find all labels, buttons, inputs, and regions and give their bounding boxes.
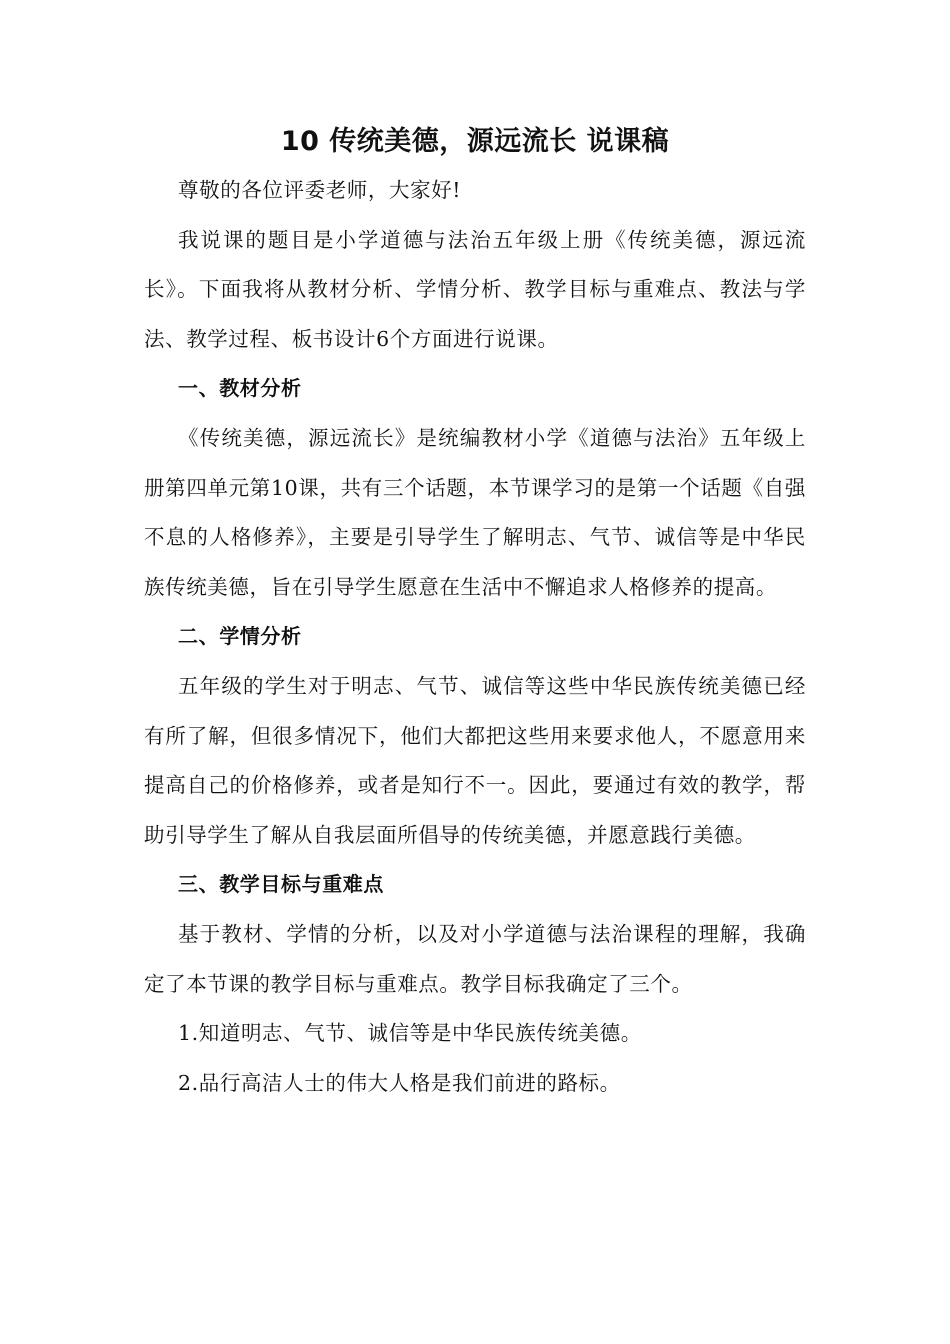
teaching-goal-item-1: 1.知道明志、气节、诚信等是中华民族传统美德。 xyxy=(178,1021,642,1046)
document-body xyxy=(144,118,806,1108)
textbook-analysis-paragraph: 《传统美德，源远流长》是统编教材小学《道德与法治》五年级上册第四单元第10课，共有三个话题，本节课学习的是第一个话题《自强不息的人格修养》，主要是引导学生了解明志、气节、诚信等是中华民族传统美德，旨在引导学生愿意在生活中不懈追求人格修养的提高。 xyxy=(144,425,806,599)
document-title: 10 传统美德，源远流长 说课稿 xyxy=(280,126,670,157)
section-heading-student-analysis: 二、学情分析 xyxy=(178,624,302,649)
section-heading-textbook-analysis: 一、教材分析 xyxy=(178,376,302,401)
teaching-goals-paragraph: 基于教材、学情的分析，以及对小学道德与法治课程的理解，我确定了本节课的教学目标与重难点。教学目标我确定了三个。 xyxy=(144,921,806,996)
student-analysis-paragraph: 五年级的学生对于明志、气节、诚信等这些中华民族传统美德已经有所了解，但很多情况下，他们大都把这些用来要求他人，不愿意用来提高自己的价格修养，或者是知行不一。因此，要通过有效的教学，帮助引导学生了解从自我层面所倡导的传统美德，并愿意践行美德。 xyxy=(144,673,806,847)
section-heading-teaching-goals: 三、教学目标与重难点 xyxy=(178,872,384,897)
teaching-goal-item-2: 2.品行高洁人士的伟大人格是我们前进的路标。 xyxy=(178,1070,621,1095)
greeting-paragraph: 尊敬的各位评委老师，大家好! xyxy=(178,178,462,202)
intro-paragraph: 我说课的题目是小学道德与法治五年级上册《传统美德，源远流长》。下面我将从教材分析、学情分析、教学目标与重难点、教法与学法、教学过程、板书设计6个方面进行说课。 xyxy=(144,227,806,351)
